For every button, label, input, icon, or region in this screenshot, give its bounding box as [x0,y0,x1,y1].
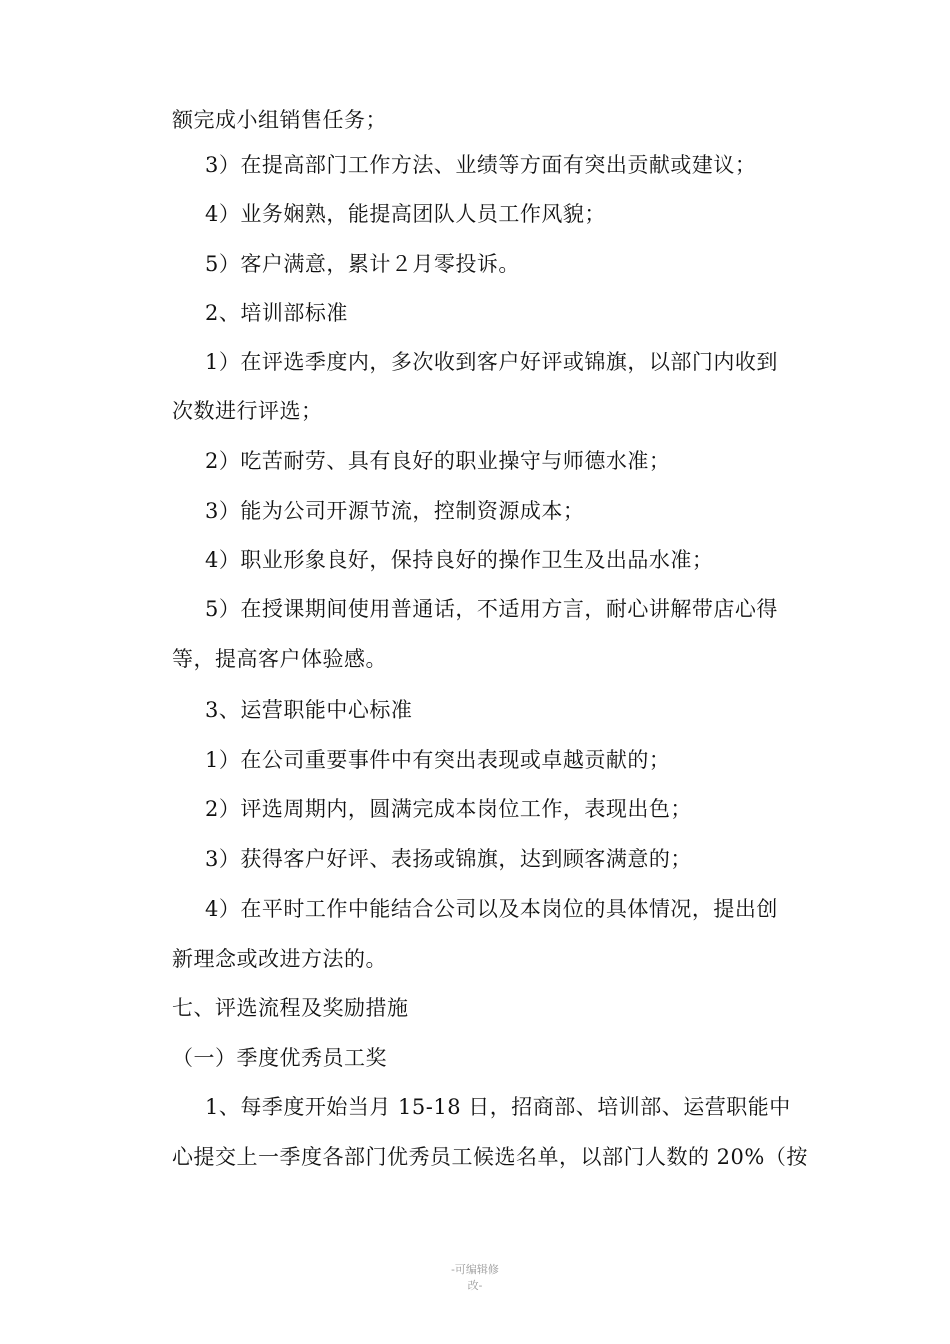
footer-note: -可编辑修 [451,1263,499,1276]
text-line: 等，提高客户体验感。 [172,647,387,671]
text-line: 新理念或改进方法的。 [172,947,387,971]
text-line: 心提交上一季度各部门优秀员工候选名单，以部门人数的 20%（按 [172,1145,808,1169]
text-line: 4）业务娴熟，能提高团队人员工作风貌； [205,202,606,226]
text-line: 2）吃苦耐劳、具有良好的职业操守与师德水准； [205,449,671,473]
footer-note: 改- [467,1279,483,1292]
text-line: 2）评选周期内，圆满完成本岗位工作，表现出色； [205,797,692,821]
text-line: 3）在提高部门工作方法、业绩等方面有突出贡献或建议； [205,153,757,177]
text-line: 1）在公司重要事件中有突出表现或卓越贡献的； [205,748,671,772]
section-heading: 2、培训部标准 [205,301,348,325]
text-line: 4）职业形象良好，保持良好的操作卫生及出品水准； [205,548,714,572]
text-line: 5）客户满意，累计２月零投诉。 [205,252,520,276]
text-line: 额完成小组销售任务； [172,108,387,132]
text-line: 1、每季度开始当月 15-18 日，招商部、培训部、运营职能中 [205,1095,791,1119]
chapter-heading: 七、评选流程及奖励措施 [172,996,409,1020]
text-line: 1）在评选季度内，多次收到客户好评或锦旗，以部门内收到 [205,350,778,374]
text-line: 5）在授课期间使用普通话，不适用方言，耐心讲解带店心得 [205,597,778,621]
text-line: 3）能为公司开源节流，控制资源成本； [205,499,585,523]
text-line: 3）获得客户好评、表扬或锦旗，达到顾客满意的； [205,847,692,871]
text-line: 次数进行评选； [172,399,323,423]
text-line: 4）在平时工作中能结合公司以及本岗位的具体情况，提出创 [205,897,778,921]
section-heading: 3、运营职能中心标准 [205,698,413,722]
subsection-heading: （一）季度优秀员工奖 [172,1046,387,1070]
